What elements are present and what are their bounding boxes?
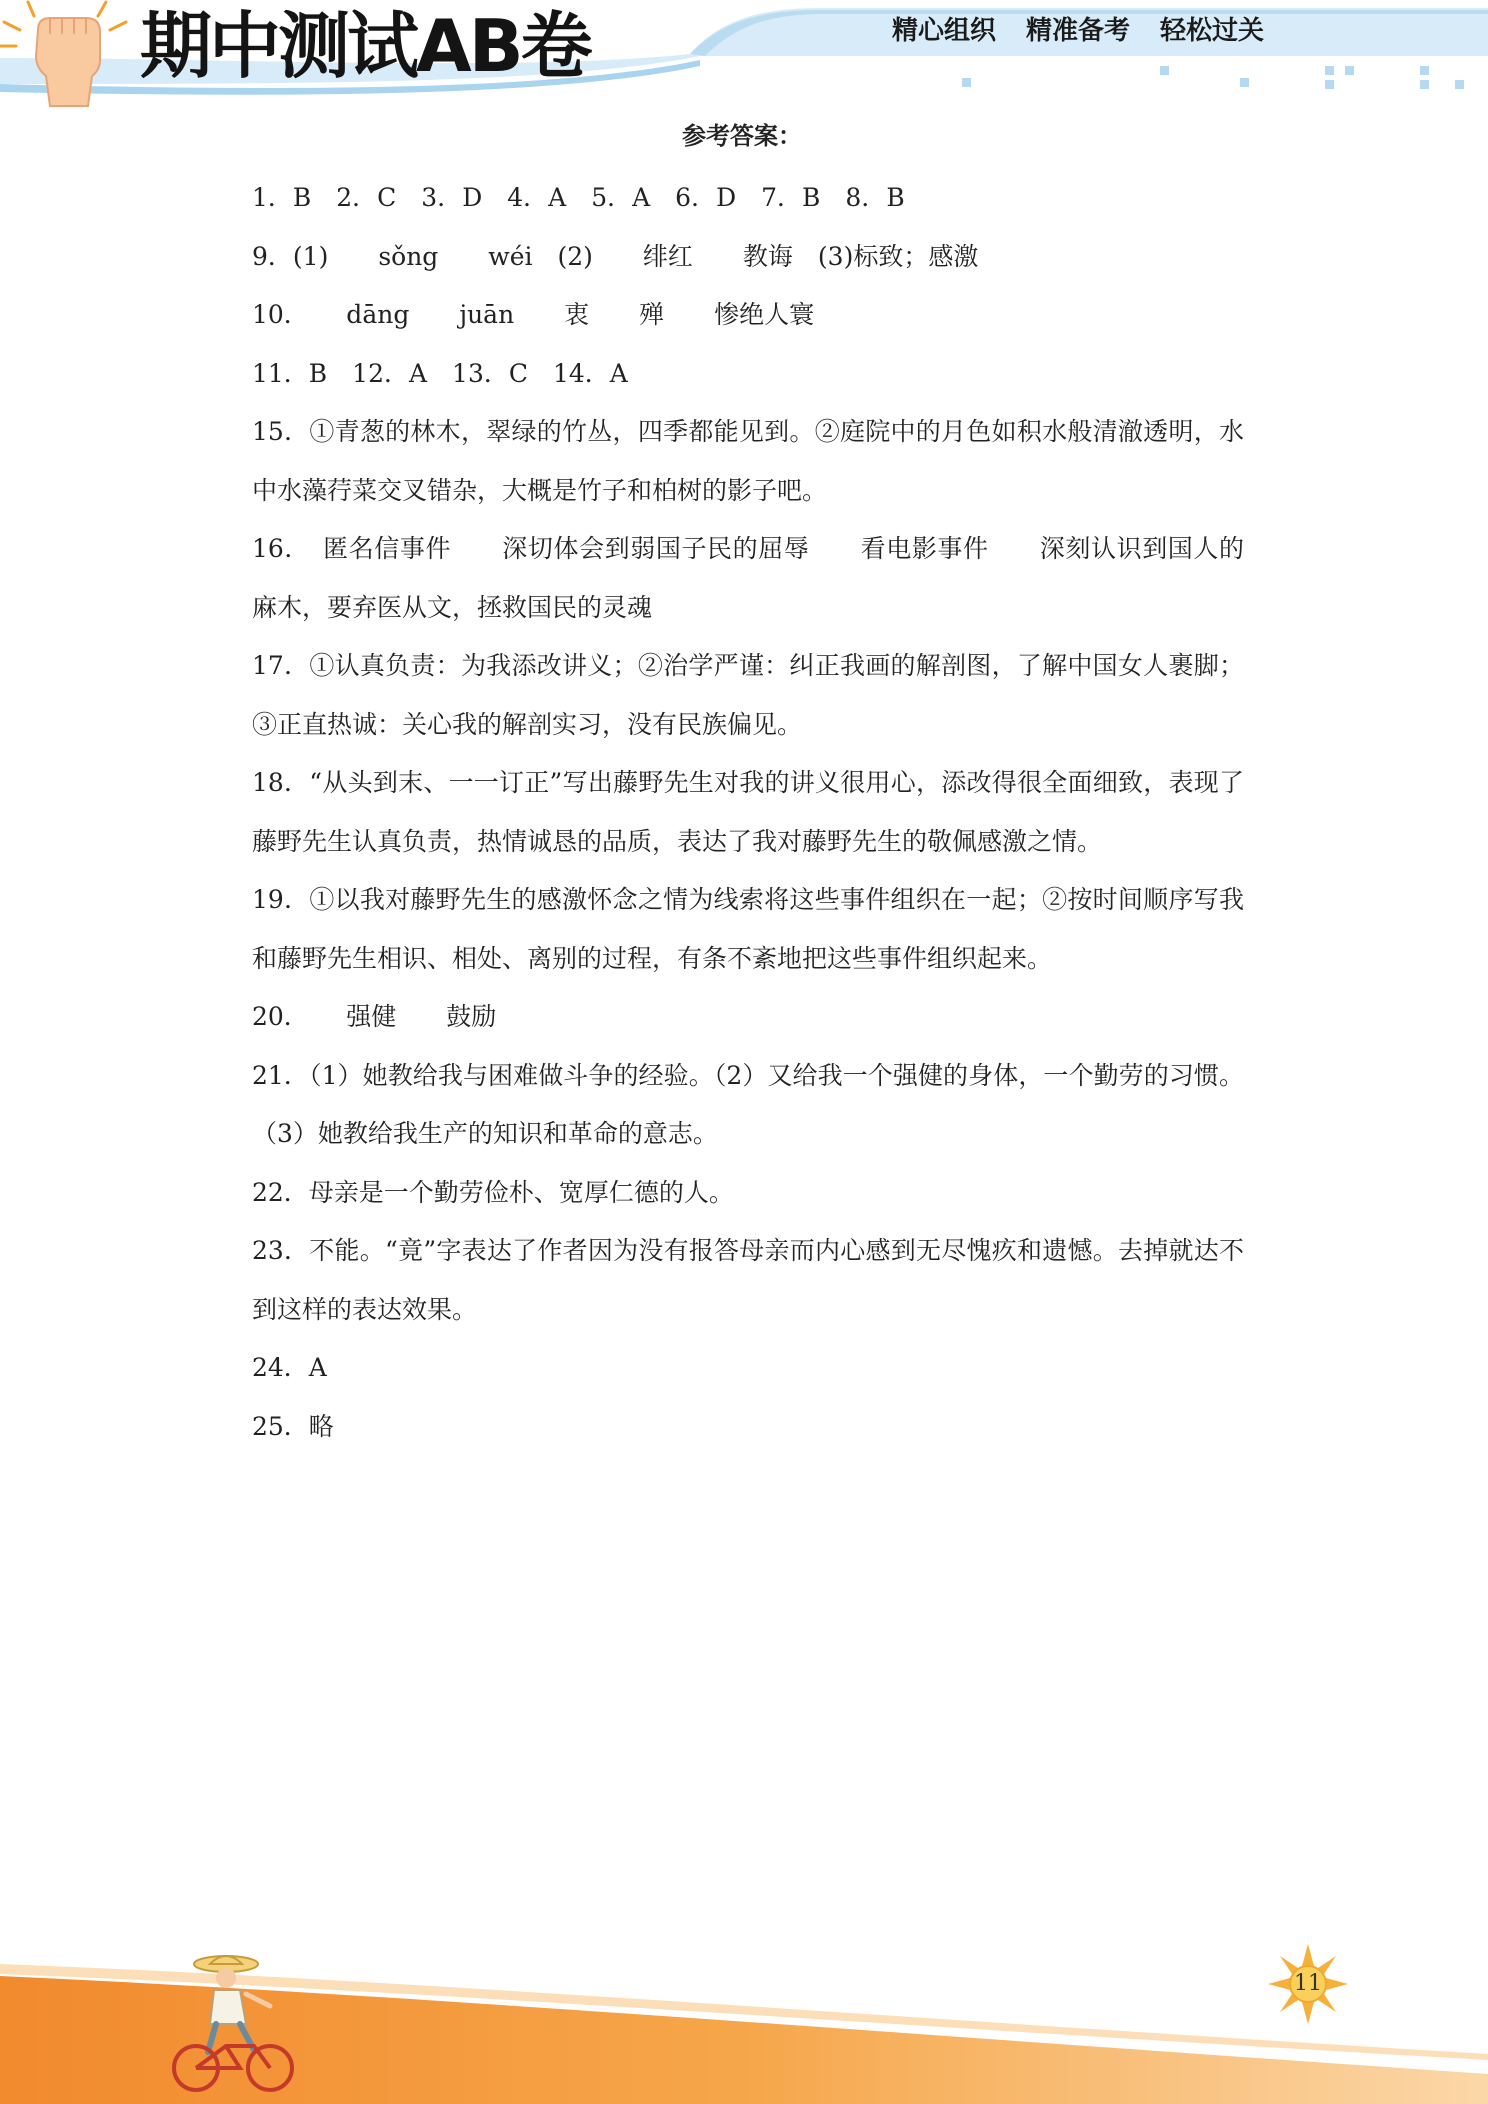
slogan-item: 轻松过关 xyxy=(1160,16,1265,46)
answer-line-22: 22．母亲是一个勤劳俭朴、宽厚仁德的人。 xyxy=(252,1177,734,1207)
answer-line-19: 19．①以我对藤野先生的感激怀念之情为线索将这些事件组织在一起；②按时间顺序写我和藤野先生相识、相处、离别的过程，有条不紊地把这些事件组织起来。 xyxy=(252,885,1244,973)
page-header xyxy=(0,0,1488,110)
answer-line-20: 20． 强健 鼓励 xyxy=(252,1002,497,1031)
answer-key xyxy=(252,116,1244,1456)
header-title: 期中测试AB卷 xyxy=(140,4,590,88)
answer-line-25: 25．略 xyxy=(252,1411,334,1441)
answer-line-15: 15．①青葱的林木，翠绿的竹丛，四季都能见到。②庭院中的月色如积水般清澈透明，水中水藻荇菜交叉错杂，大概是竹子和柏树的影子吧。 xyxy=(252,417,1244,505)
header-slogans xyxy=(892,10,1452,47)
slogan-item: 精心组织 xyxy=(892,16,997,46)
slogan-item: 精准备考 xyxy=(1026,16,1131,46)
cyclist-icon xyxy=(160,1950,300,2100)
answer-line-9: 9．(1) sǒng wéi (2) 绯红 教诲 (3)标致；感激 xyxy=(252,241,979,271)
answer-line-11: 11．B 12．A 13．C 14．A xyxy=(252,358,628,388)
answer-line-23: 23．不能。“竟”字表达了作者因为没有报答母亲而内心感到无尽愧疚和遗憾。去掉就达不到这样的表达效果。 xyxy=(252,1236,1244,1324)
raised-fist-icon xyxy=(0,0,130,110)
answer-line-1: 1．B 2．C 3．D 4．A 5．A 6．D 7．B 8．B xyxy=(252,183,905,212)
answer-line-17: 17．①认真负责：为我添改讲义；②治学严谨：纠正我画的解剖图，了解中国女人裹脚；③正直热诚：关心我的解剖实习，没有民族偏见。 xyxy=(252,651,1244,739)
answer-line-10: 10． dāng juān 衷 殚 惨绝人寰 xyxy=(252,300,815,329)
answer-line-21: 21．（1）她教给我与困难做斗争的经验。（2）又给我一个强健的身体，一个勤劳的习惯。（3）她教给我生产的知识和革命的意志。 xyxy=(252,1060,1244,1148)
answer-line-18: 18．“从头到末、一一订正”写出藤野先生对我的讲义很用心，添改得很全面细致，表现了藤野先生认真负责，热情诚恳的品质，表达了我对藤野先生的敬佩感激之情。 xyxy=(252,768,1244,856)
page-number: 11 xyxy=(1294,1971,1322,1996)
answer-key-heading: 参考答案： xyxy=(682,121,802,150)
answer-line-24: 24．A xyxy=(252,1353,327,1382)
answer-line-16: 16． 匿名信事件 深切体会到弱国子民的屈辱 看电影事件 深刻认识到国人的麻木，要弃医从文，拯救国民的灵魂 xyxy=(252,534,1244,622)
